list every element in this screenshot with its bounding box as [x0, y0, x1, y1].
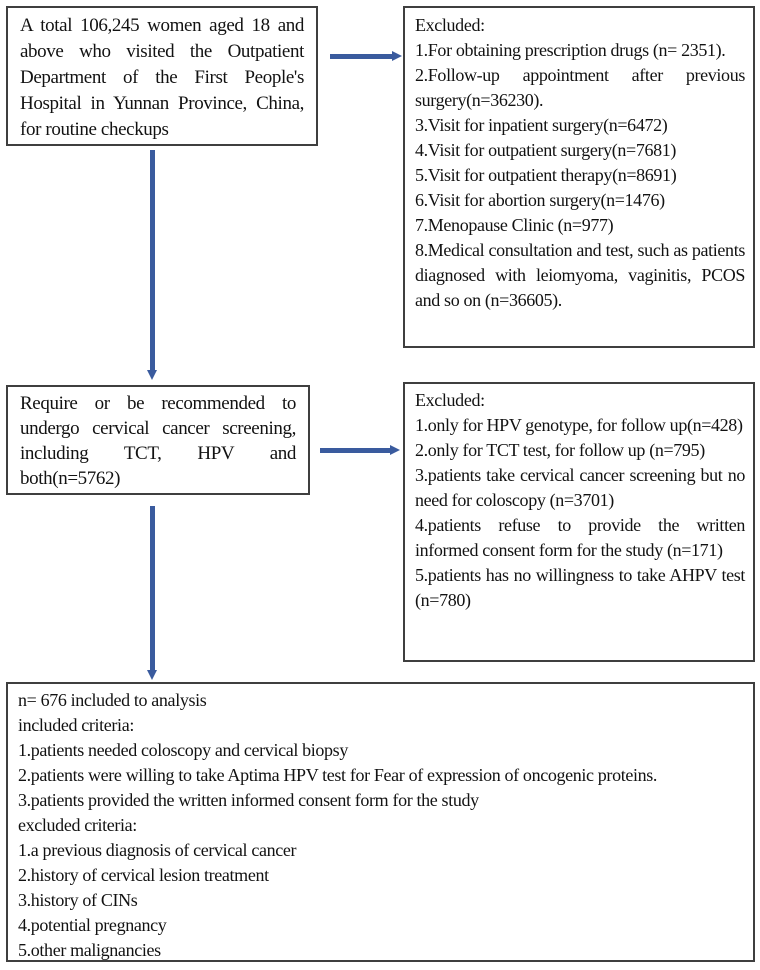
analysis-line: 3.patients provided the written informed consent form for the study	[18, 790, 479, 810]
analysis-line: 1.patients needed coloscopy and cervical biopsy	[18, 740, 348, 760]
arrow-head-right-icon	[390, 445, 400, 455]
analysis-line: 5.other malignancies	[18, 940, 161, 960]
excluded-second-item: 2.only for TCT test, for follow up (n=795)	[415, 440, 705, 460]
excluded-first-title: Excluded:	[415, 15, 485, 35]
excluded-first-item: 4.Visit for outpatient surgery(n=7681)	[415, 140, 677, 160]
excluded-second-item: 5.patients has no willingness to take AHPV test (n=780)	[415, 565, 745, 610]
excluded-second-item: 3.patients take cervical cancer screening but no need for coloscopy (n=3701)	[415, 465, 745, 510]
excluded-second-item: 1.only for HPV genotype, for follow up(n=428)	[415, 415, 743, 435]
analysis-line: 3.history of CINs	[18, 890, 138, 910]
excluded-first-item: 7.Menopause Clinic (n=977)	[415, 215, 614, 235]
box-excluded-second	[403, 382, 755, 662]
analysis-line: excluded criteria:	[18, 815, 137, 835]
screening-text: Require or be recommended to undergo cervical cancer screening, including TCT, HPV and both(n=5762)	[20, 393, 296, 489]
arrow-line	[320, 448, 390, 453]
arrow-population-to-screening	[147, 150, 158, 380]
arrow-population-to-excluded-first	[330, 51, 402, 62]
arrow-head-down-icon	[147, 670, 157, 680]
excluded-first-item: 1.For obtaining prescription drugs (n= 2351).	[415, 40, 726, 60]
box-analysis	[6, 682, 755, 962]
analysis-line: 1.a previous diagnosis of cervical cancer	[18, 840, 297, 860]
arrow-head-down-icon	[147, 370, 157, 380]
analysis-line: 2.history of cervical lesion treatment	[18, 865, 269, 885]
box-screening	[6, 385, 310, 495]
arrow-line	[150, 506, 155, 670]
excluded-second-item: 4.patients refuse to provide the written informed consent form for the study (n=171)	[415, 515, 745, 560]
arrow-head-right-icon	[392, 51, 402, 61]
box-population	[6, 6, 318, 146]
excluded-second-title: Excluded:	[415, 390, 485, 410]
excluded-first-item: 2.Follow-up appointment after previous surgery(n=36230).	[415, 65, 745, 110]
excluded-first-item: 8.Medical consultation and test, such as patients diagnosed with leiomyoma, vaginitis, PCOS and so on (n=36605).	[415, 240, 745, 310]
population-text: A total 106,245 women aged 18 and above who visited the Outpatient Department of the First People's Hospital in Yunnan Province, China, for routine checkups	[20, 15, 304, 140]
arrow-line	[150, 150, 155, 370]
analysis-line: 2.patients were willing to take Aptima HPV test for Fear of expression of oncogenic proteins.	[18, 765, 658, 785]
arrow-line	[330, 54, 392, 59]
box-excluded-first	[403, 6, 755, 348]
analysis-line: n= 676 included to analysis	[18, 690, 207, 710]
excluded-first-item: 5.Visit for outpatient therapy(n=8691)	[415, 165, 677, 185]
excluded-first-item: 6.Visit for abortion surgery(n=1476)	[415, 190, 665, 210]
analysis-line: included criteria:	[18, 715, 134, 735]
excluded-first-item: 3.Visit for inpatient surgery(n=6472)	[415, 115, 668, 135]
arrow-screening-to-analysis	[147, 506, 158, 680]
analysis-line: 4.potential pregnancy	[18, 915, 167, 935]
arrow-screening-to-excluded-second	[320, 445, 400, 456]
